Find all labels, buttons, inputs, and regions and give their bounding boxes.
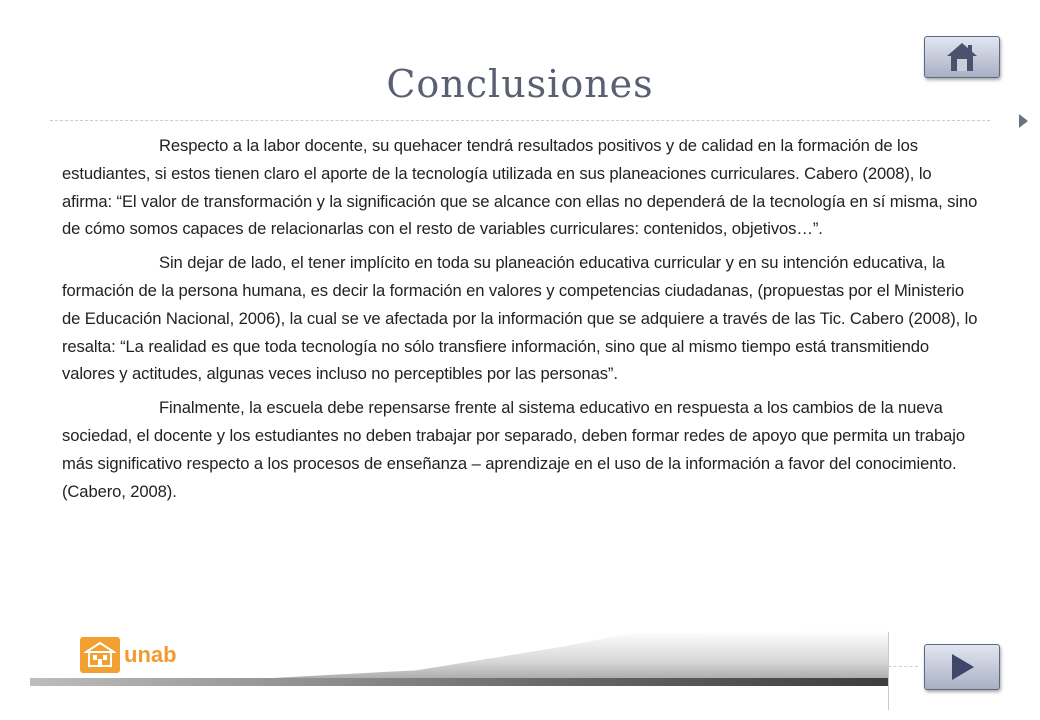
slide-title: Conclusiones [386,62,654,106]
unab-logo-mark [80,637,120,673]
next-slide-button[interactable] [924,644,1000,690]
slide-body [62,132,982,511]
play-arrow-icon [947,652,977,682]
nav-divider-line [888,666,918,667]
paragraph-finalmente: Finalmente, la escuela debe repensarse frente al sistema educativo en respuesta a los cambios de la nueva sociedad, el docente y los estudiantes no deben trabajar por separado, deben formar redes de apoyo que permita un trabajo más significativo respecto a los procesos de enseñanza – aprendizaje en el uso de la información a favor del conocimiento. (Cabero, 2008). [62,398,966,501]
unab-logo-text: unab [124,642,177,667]
footer-divider [888,632,889,710]
paragraph-formacion-valores: Sin dejar de lado, el tener implícito en toda su planeación educativa curricular y en su intención educativa, la formación de la persona humana, es decir la formación en valores y competencias ciudadanas, (propuestas por el Ministerio de Educación Nacional, 2006), la cual se ve afectada por la información que se adquiere a través de las Tic. Cabero (2008), lo resalta: “La realidad es que toda tecnología no sólo transfiere información, sino que al mismo tiempo está transmitiendo valores y actitudes, algunas veces incluso no perceptibles por las personas”. [62,253,978,384]
title-accent-triangle [1019,114,1028,128]
title-divider [50,120,990,121]
building-icon [84,641,116,669]
paragraph-labor-docente: Respecto a la labor docente, su quehacer tendrá resultados positivos y de calidad en la formación de los estudiantes, si estos tienen claro el aporte de la tecnología utilizada en sus planeaciones curriculares. Cabero (2008), lo afirma: “El valor de transformación y la significación que se alcance con ellas no dependerá de la tecnología en sí misma, sino de cómo somos capaces de relacionarlas con el resto de variables curriculares: contenidos, objetivos…”. [62,136,978,239]
unab-logo [80,635,200,675]
footer-bar [30,678,888,686]
